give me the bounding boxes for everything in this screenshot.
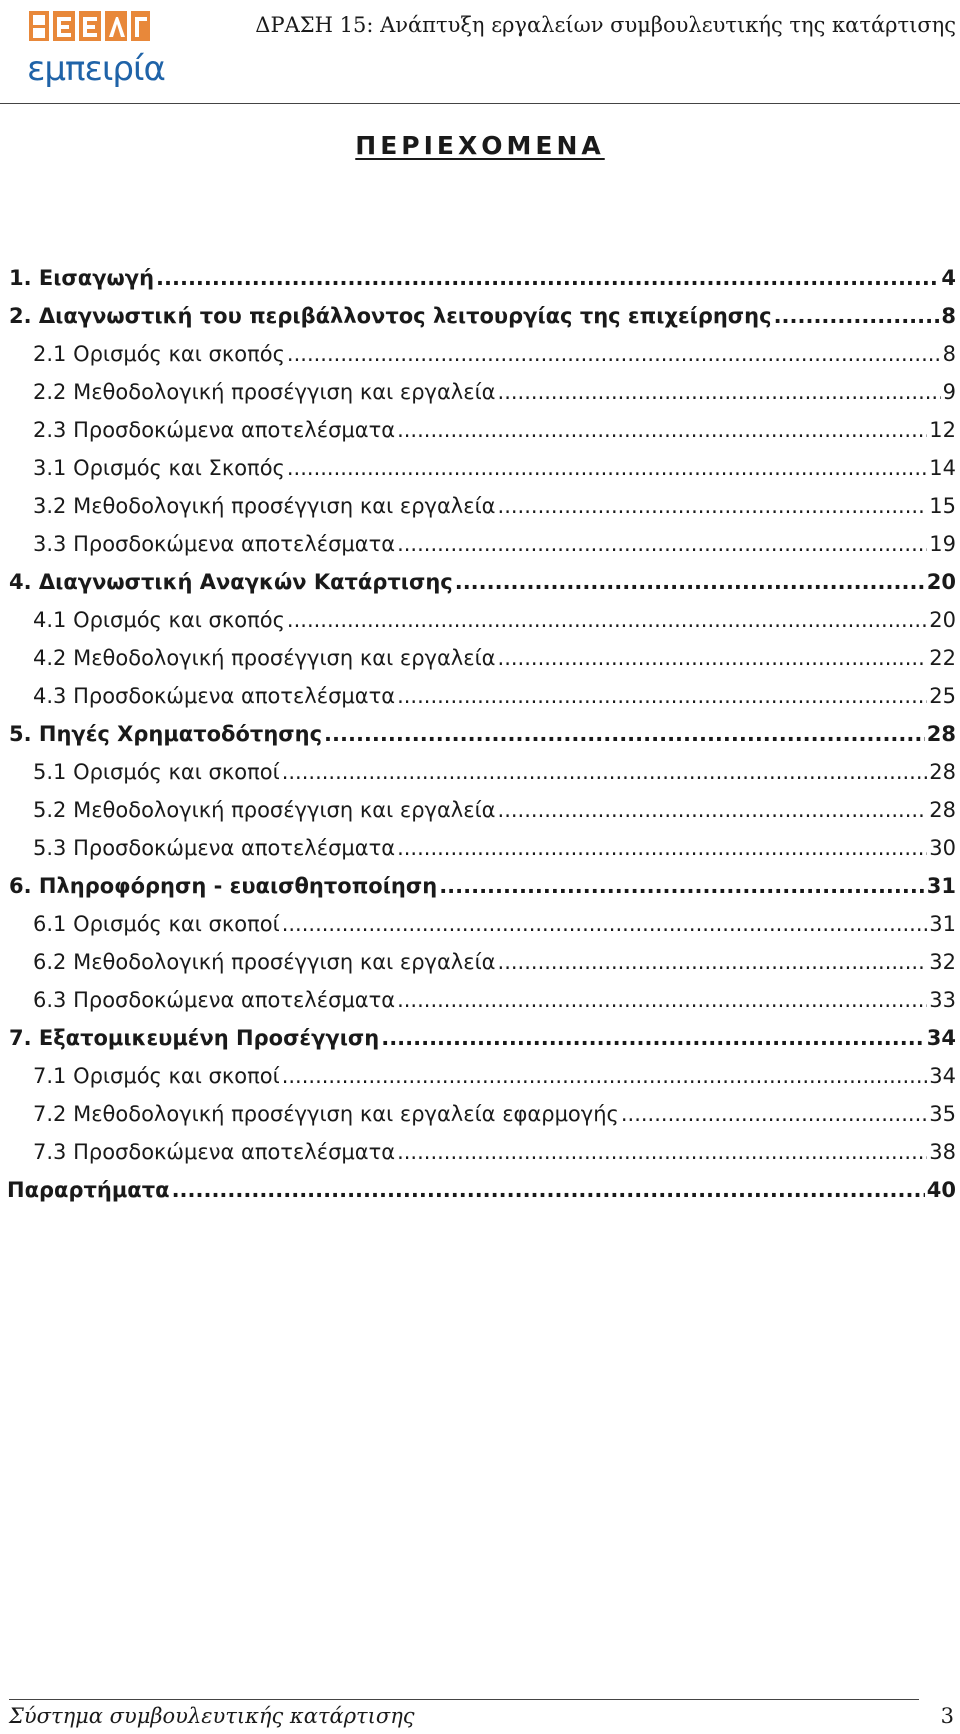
toc-dot-leader (397, 981, 927, 1019)
toc-page-number: 28 (926, 722, 956, 747)
toc-dot-leader (455, 563, 925, 601)
toc-page-number: 15 (929, 494, 956, 519)
toc-page-number: 40 (926, 1178, 956, 1203)
toc-page-number: 34 (926, 1026, 956, 1051)
toc-dot-leader (621, 1095, 927, 1133)
toc-dot-leader (282, 753, 928, 791)
toc-page-number: 14 (929, 456, 956, 481)
toc-page-number: 31 (926, 874, 956, 899)
footer-page-number: 3 (940, 1704, 954, 1728)
footer-divider (9, 1699, 919, 1700)
toc-entry[interactable] (0, 449, 960, 487)
toc-entry[interactable] (0, 753, 960, 791)
toc-entry-label: 7.1 Ορισμός και σκοποί (33, 1064, 280, 1089)
toc-entry[interactable] (0, 1057, 960, 1095)
toc-dot-leader (324, 715, 925, 753)
toc-page-number: 20 (926, 570, 956, 595)
toc-dot-leader (381, 1019, 925, 1057)
toc-page-number: 34 (929, 1064, 956, 1089)
toc-entry-label: 3.2 Μεθοδολογική προσέγγιση και εργαλεία (33, 494, 496, 519)
table-of-contents (0, 259, 960, 1209)
logo-blocks-icon (27, 9, 152, 49)
toc-page-number: 8 (942, 342, 956, 367)
toc-page-number: 20 (929, 608, 956, 633)
toc-dot-leader (282, 1057, 928, 1095)
toc-entry[interactable] (0, 791, 960, 829)
empeiria-logo (27, 9, 165, 89)
toc-entry-label: 4. Διαγνωστική Αναγκών Κατάρτισης (9, 570, 453, 595)
toc-dot-leader (287, 601, 927, 639)
toc-entry-label: 2. Διαγνωστική του περιβάλλοντος λειτουργίας της επιχείρησης (9, 304, 772, 329)
toc-entry-label: 7.2 Μεθοδολογική προσέγγιση και εργαλεία εφαρμογής (33, 1102, 619, 1127)
toc-entry-label: 3.3 Προσδοκώμενα αποτελέσματα (33, 532, 396, 557)
toc-entry-label: Παραρτήματα (7, 1178, 170, 1203)
toc-dot-leader (498, 639, 928, 677)
toc-entry[interactable] (0, 411, 960, 449)
toc-entry-label: 4.3 Προσδοκώμενα αποτελέσματα (33, 684, 396, 709)
toc-entry-label: 2.1 Ορισμός και σκοπός (33, 342, 285, 367)
toc-page-number: 25 (929, 684, 956, 709)
toc-page-number: 19 (929, 532, 956, 557)
header-divider (0, 103, 960, 104)
toc-entry-label: 6.1 Ορισμός και σκοποί (33, 912, 280, 937)
toc-dot-leader (498, 373, 941, 411)
toc-entry[interactable] (0, 943, 960, 981)
toc-entry-label: 5.3 Προσδοκώμενα αποτελέσματα (33, 836, 396, 861)
toc-entry-label: 6. Πληροφόρηση - ευαισθητοποίηση (9, 874, 438, 899)
toc-entry[interactable] (0, 563, 960, 601)
toc-dot-leader (498, 791, 928, 829)
toc-entry-label: 2.3 Προσδοκώμενα αποτελέσματα (33, 418, 396, 443)
toc-page-number: 33 (929, 988, 956, 1013)
logo-text: εμπειρία (27, 49, 165, 89)
toc-entry[interactable] (0, 335, 960, 373)
toc-dot-leader (282, 905, 928, 943)
toc-entry-label: 7.3 Προσδοκώμενα αποτελέσματα (33, 1140, 396, 1165)
toc-page-number: 28 (929, 798, 956, 823)
toc-page-number: 28 (929, 760, 956, 785)
toc-dot-leader (774, 297, 940, 335)
page-header (0, 0, 960, 104)
toc-page-number: 35 (929, 1102, 956, 1127)
toc-entry[interactable] (0, 1019, 960, 1057)
toc-entry[interactable] (0, 1095, 960, 1133)
toc-entry[interactable] (0, 905, 960, 943)
toc-page-number: 8 (941, 304, 956, 329)
toc-dot-leader (498, 487, 928, 525)
toc-entry[interactable] (0, 297, 960, 335)
footer-text: Σύστημα συμβουλευτικής κατάρτισης (9, 1704, 415, 1728)
toc-entry[interactable] (0, 259, 960, 297)
toc-entry[interactable] (0, 639, 960, 677)
toc-dot-leader (498, 943, 928, 981)
toc-entry-label: 3.1 Ορισμός και Σκοπός (33, 456, 285, 481)
toc-page-number: 31 (929, 912, 956, 937)
toc-entry-label: 5.2 Μεθοδολογική προσέγγιση και εργαλεία (33, 798, 496, 823)
toc-page-number: 30 (929, 836, 956, 861)
toc-dot-leader (397, 411, 927, 449)
toc-heading-text: ΠΕΡΙΕΧΟΜΕΝΑ (355, 131, 605, 160)
toc-entry[interactable] (0, 1133, 960, 1171)
toc-entry[interactable] (0, 525, 960, 563)
toc-page-number: 4 (941, 266, 956, 290)
toc-dot-leader (287, 449, 927, 487)
toc-dot-leader (397, 525, 927, 563)
toc-entry-label: 6.3 Προσδοκώμενα αποτελέσματα (33, 988, 396, 1013)
toc-entry[interactable] (0, 981, 960, 1019)
toc-entry[interactable] (0, 867, 960, 905)
toc-entry-label: 2.2 Μεθοδολογική προσέγγιση και εργαλεία (33, 380, 496, 405)
toc-dot-leader (397, 1133, 927, 1171)
toc-entry-label: 1. Εισαγωγή (9, 266, 155, 290)
toc-dot-leader (397, 677, 927, 715)
toc-entry-label: 4.1 Ορισμός και σκοπός (33, 608, 285, 633)
toc-entry[interactable] (0, 677, 960, 715)
toc-entry[interactable] (0, 373, 960, 411)
toc-page-number: 38 (929, 1140, 956, 1165)
toc-entry[interactable] (0, 829, 960, 867)
toc-entry[interactable] (0, 1171, 960, 1209)
header-title: ΔΡΑΣΗ 15: Ανάπτυξη εργαλείων συμβουλευτικής της κατάρτισης (255, 13, 956, 37)
toc-dot-leader (439, 867, 925, 905)
toc-page-number: 9 (942, 380, 956, 405)
toc-dot-leader (287, 335, 941, 373)
toc-dot-leader (397, 829, 927, 867)
toc-dot-leader (172, 1171, 925, 1209)
toc-entry-label: 5. Πηγές Χρηματοδότησης (9, 722, 323, 747)
toc-entry-label: 4.2 Μεθοδολογική προσέγγιση και εργαλεία (33, 646, 496, 671)
toc-entry[interactable] (0, 715, 960, 753)
toc-heading (0, 131, 960, 160)
toc-entry-label: 6.2 Μεθοδολογική προσέγγιση και εργαλεία (33, 950, 496, 975)
toc-page-number: 32 (929, 950, 956, 975)
toc-entry[interactable] (0, 487, 960, 525)
toc-dot-leader (156, 259, 939, 297)
toc-entry[interactable] (0, 601, 960, 639)
toc-page-number: 12 (929, 418, 956, 443)
toc-page-number: 22 (929, 646, 956, 671)
toc-entry-label: 5.1 Ορισμός και σκοποί (33, 760, 280, 785)
toc-entry-label: 7. Εξατομικευμένη Προσέγγιση (9, 1026, 380, 1051)
